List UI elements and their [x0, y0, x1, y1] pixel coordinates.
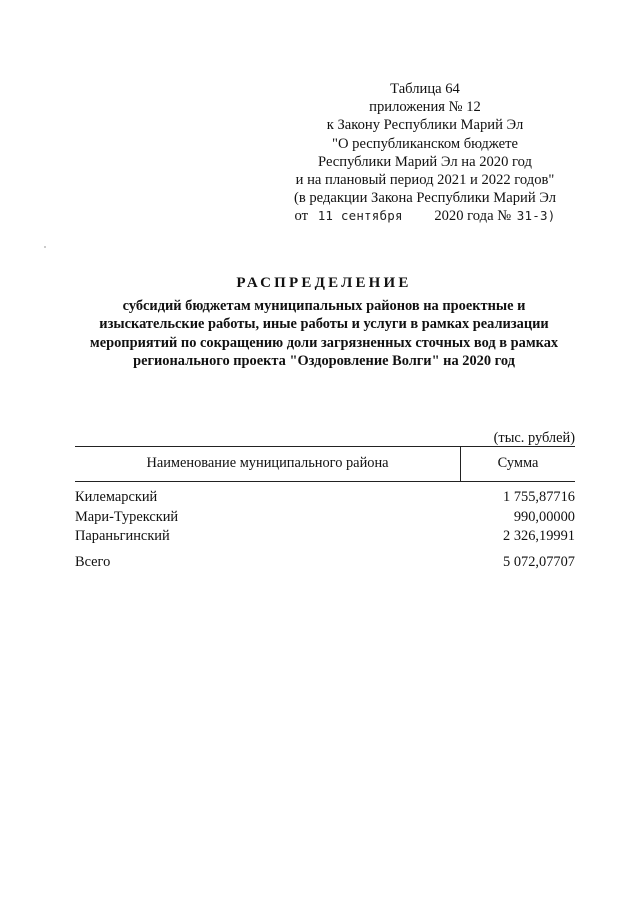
header-line-date: [270, 207, 580, 225]
column-header-sum: Сумма: [497, 455, 539, 471]
district-sum: 2 326,19991: [503, 528, 575, 544]
subtitle-line: регионального проекта "Оздоровление Волги" на 2020 год: [133, 353, 515, 370]
subtitle-line: субсидий бюджетам муниципальных районов на проектные и: [122, 298, 526, 314]
district-name: Килемарский: [75, 489, 158, 505]
district-sum: 1 755,87716: [503, 489, 575, 505]
handwritten-date: 11 сентября: [317, 208, 403, 224]
table-row: [75, 509, 575, 529]
law-appendix-header: [270, 80, 580, 226]
handwritten-law-number: 31-З): [516, 208, 556, 224]
table-row: [75, 489, 575, 509]
subtitle-line: мероприятий по сокращению доли загрязненных сточных вод в рамках: [89, 334, 559, 351]
header-line-table-number: Таблица 64: [390, 81, 460, 97]
date-year: 2020 года №: [434, 208, 512, 225]
scan-artifact: [44, 246, 46, 248]
document-subtitle: [72, 297, 576, 371]
date-prefix: от: [294, 208, 309, 225]
table-row: [75, 528, 575, 548]
header-line-law-title-1: "О республиканском бюджете: [332, 135, 518, 152]
units-label: (тыс. рублей): [493, 430, 575, 446]
table-header-bottom-rule: [75, 481, 575, 482]
table-top-rule: [75, 446, 575, 447]
header-line-revision: (в редакции Закона Республики Марий Эл: [293, 190, 557, 207]
table-body: [75, 489, 575, 548]
district-sum: 990,00000: [513, 508, 575, 525]
district-name: Параньгинский: [75, 528, 170, 544]
header-line-appendix: приложения № 12: [369, 99, 481, 116]
document-title: РАСПРЕДЕЛЕНИЕ: [236, 275, 412, 291]
header-line-law-title-2: Республики Марий Эл на 2020 год: [318, 153, 532, 170]
subtitle-line: изыскательские работы, иные работы и услуги в рамках реализации: [99, 316, 549, 333]
header-line-law: к Закону Республики Марий Эл: [326, 117, 524, 134]
total-sum: 5 072,07707: [503, 554, 575, 570]
total-label: Всего: [75, 554, 111, 570]
header-line-law-title-3: и на плановый период 2021 и 2022 годов": [295, 172, 555, 189]
column-header-district-name: Наименование муниципального района: [146, 455, 389, 471]
table-total-row: [75, 554, 575, 574]
district-name: Мари-Турекский: [75, 508, 179, 525]
